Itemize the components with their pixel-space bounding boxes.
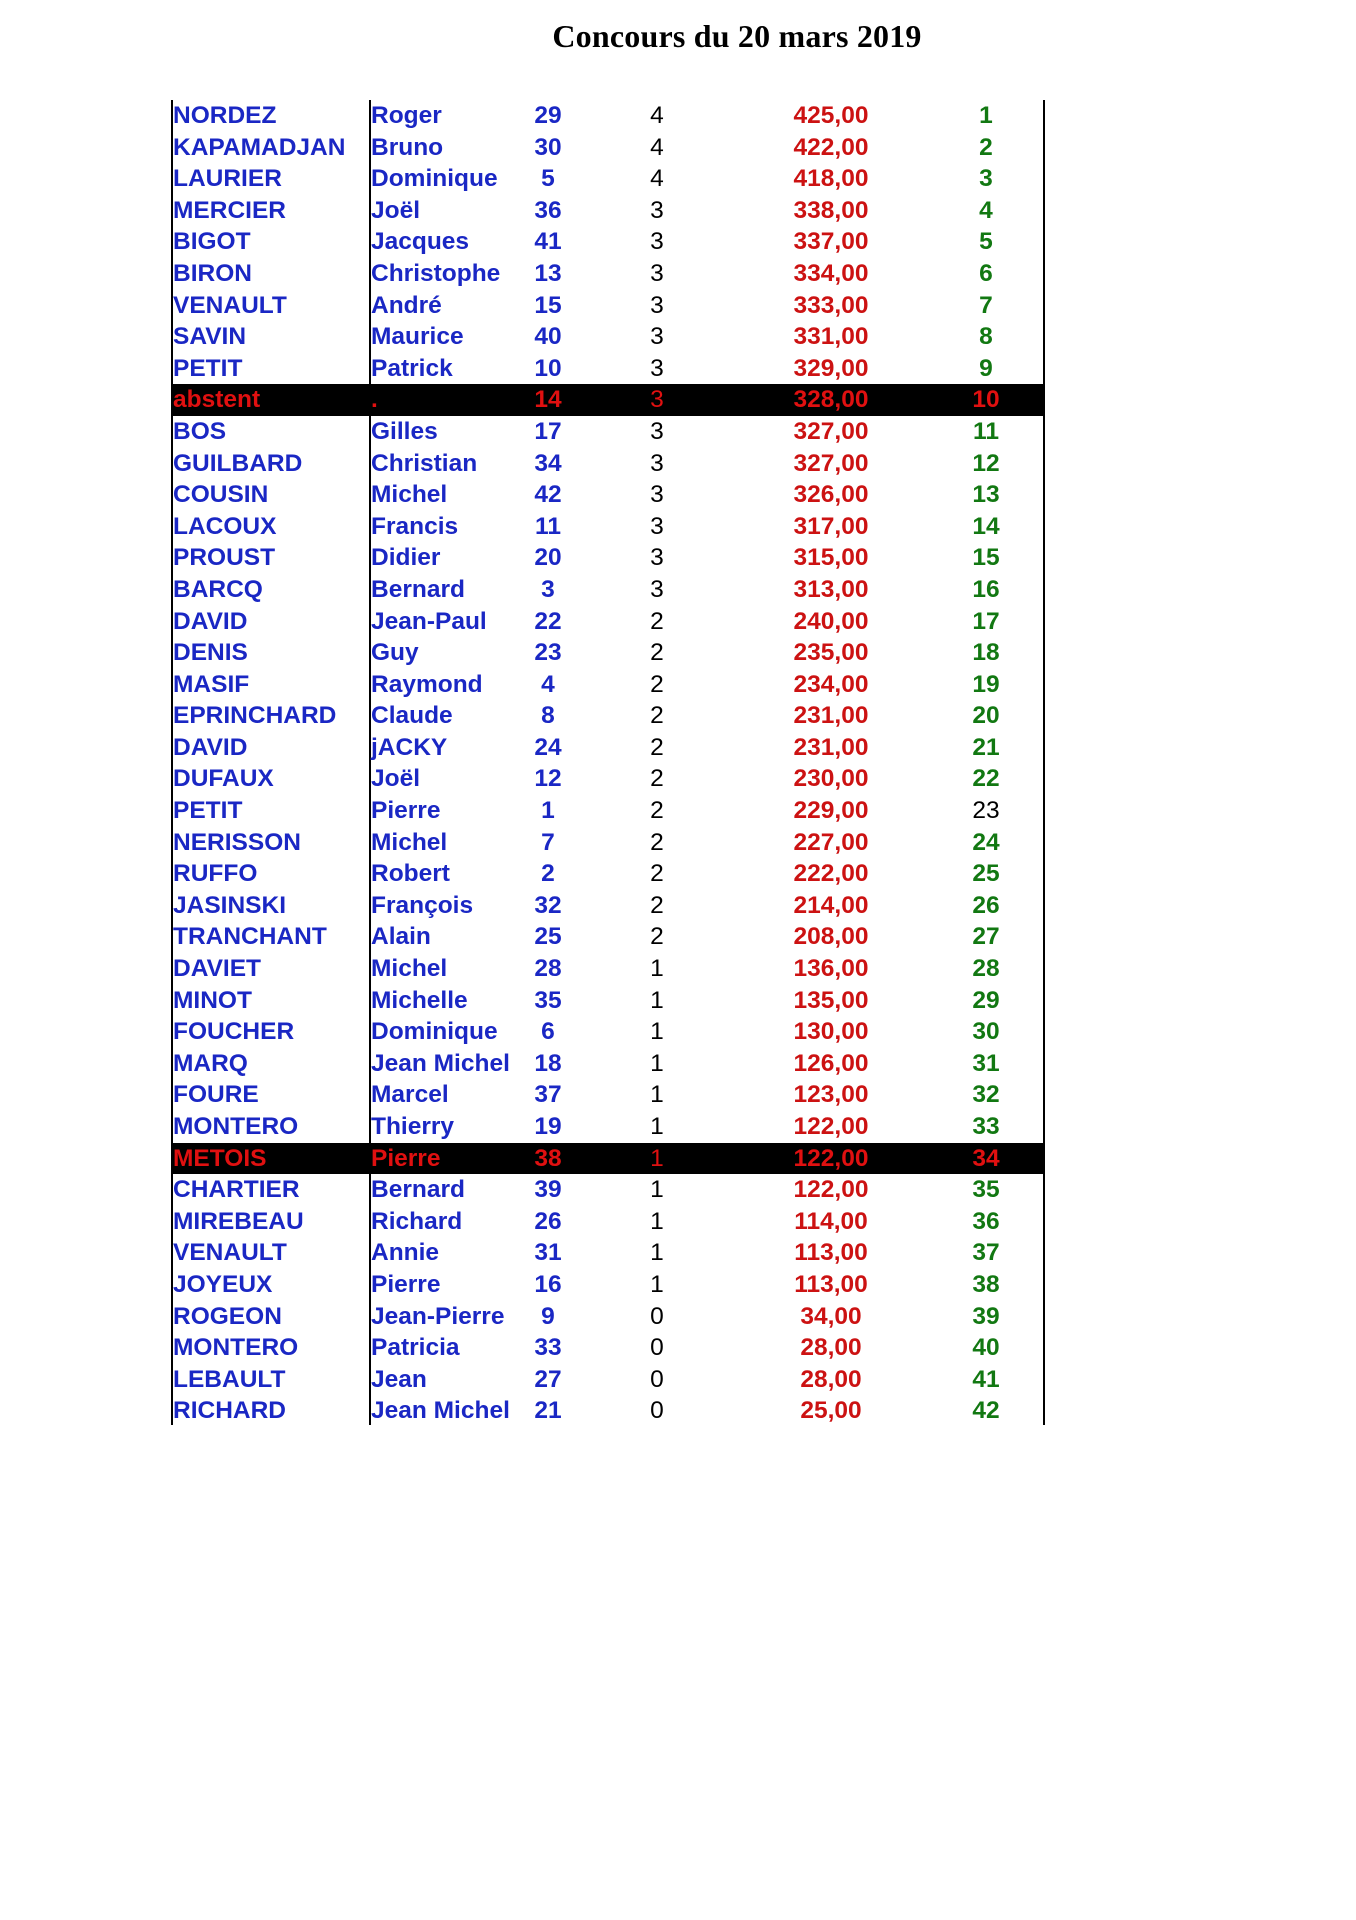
- table-row: [171, 795, 1045, 827]
- player-points: 122,00: [793, 1144, 869, 1172]
- player-points: 337,00: [793, 228, 869, 256]
- player-last-name: BOS: [173, 417, 227, 445]
- player-number: 18: [534, 1049, 562, 1077]
- player-last-name: LACOUX: [173, 512, 277, 540]
- player-rank: 16: [972, 575, 1000, 603]
- player-number: 34: [534, 449, 562, 477]
- player-first-name: Dominique: [371, 1018, 498, 1046]
- player-last-name: BIRON: [173, 259, 252, 287]
- player-points: 214,00: [793, 891, 869, 919]
- player-number: 32: [534, 891, 562, 919]
- player-last-name: DUFAUX: [173, 765, 274, 793]
- games-won: 1: [650, 1018, 664, 1046]
- player-rank: 17: [972, 607, 1000, 635]
- player-rank: 37: [972, 1239, 1000, 1267]
- player-points: 123,00: [793, 1081, 869, 1109]
- player-first-name: jACKY: [371, 733, 448, 761]
- table-row: [171, 132, 1045, 164]
- games-won: 3: [650, 512, 664, 540]
- table-row: [171, 1395, 1045, 1427]
- table-row: [171, 732, 1045, 764]
- player-rank: 6: [979, 259, 993, 287]
- player-rank: 40: [972, 1334, 1000, 1362]
- player-last-name: BIGOT: [173, 228, 251, 256]
- player-first-name: Jean-Pierre: [371, 1302, 505, 1330]
- player-first-name: Pierre: [371, 1270, 441, 1298]
- player-first-name: Jean Michel: [371, 1049, 510, 1077]
- player-points: 28,00: [800, 1334, 862, 1362]
- player-number: 17: [534, 417, 562, 445]
- games-won: 2: [650, 733, 664, 761]
- player-points: 327,00: [793, 449, 869, 477]
- games-won: 3: [650, 417, 664, 445]
- table-row: [171, 1174, 1045, 1206]
- player-first-name: Christian: [371, 449, 478, 477]
- player-number: 10: [534, 354, 562, 382]
- player-first-name: Michel: [371, 828, 448, 856]
- player-number: 27: [534, 1365, 562, 1393]
- player-number: 26: [534, 1207, 562, 1235]
- table-row: [171, 606, 1045, 638]
- games-won: 3: [650, 449, 664, 477]
- player-last-name: VENAULT: [173, 291, 287, 319]
- player-points: 122,00: [793, 1113, 869, 1140]
- player-points: 122,00: [793, 1176, 869, 1204]
- player-points: 234,00: [793, 670, 869, 698]
- player-number: 38: [534, 1144, 562, 1172]
- player-first-name: Roger: [371, 102, 442, 129]
- table-row: [171, 1269, 1045, 1301]
- games-won: 2: [650, 670, 664, 698]
- table-row: [171, 416, 1045, 448]
- player-rank: 12: [972, 449, 1000, 477]
- player-points: 333,00: [793, 291, 869, 319]
- player-last-name: DAVIET: [173, 955, 262, 983]
- player-first-name: Pierre: [371, 1144, 441, 1172]
- player-first-name: Francis: [371, 512, 459, 540]
- player-last-name: VENAULT: [173, 1239, 287, 1267]
- player-number: 3: [541, 575, 555, 603]
- player-first-name: Jean: [371, 1365, 427, 1393]
- player-first-name: Marcel: [371, 1081, 449, 1109]
- player-first-name: Christophe: [371, 259, 501, 287]
- table-row: [171, 890, 1045, 922]
- player-points: 126,00: [793, 1049, 869, 1077]
- games-won: 2: [650, 860, 664, 888]
- table-row: [171, 574, 1045, 606]
- player-last-name: RUFFO: [173, 860, 258, 888]
- player-number: 1: [541, 797, 555, 825]
- player-points: 334,00: [793, 259, 869, 287]
- player-first-name: Robert: [371, 860, 450, 888]
- table-row-highlighted: [171, 1143, 1045, 1175]
- player-first-name: Raymond: [371, 670, 483, 698]
- player-rank: 4: [979, 196, 993, 224]
- player-rank: 35: [972, 1176, 1000, 1204]
- player-rank: 7: [979, 291, 993, 319]
- player-last-name: DAVID: [173, 733, 248, 761]
- table-row: [171, 226, 1045, 258]
- player-last-name: MERCIER: [173, 196, 286, 224]
- table-row: [171, 637, 1045, 669]
- player-number: 2: [541, 860, 555, 888]
- player-number: 6: [541, 1018, 555, 1046]
- table-row: [171, 542, 1045, 574]
- player-rank: 5: [979, 228, 993, 256]
- games-won: 1: [650, 1239, 664, 1267]
- games-won: 4: [650, 133, 664, 161]
- games-won: 3: [650, 386, 664, 414]
- player-first-name: Claude: [371, 702, 453, 730]
- player-number: 12: [534, 765, 562, 793]
- results-table: [171, 100, 1045, 1427]
- table-row: [171, 1237, 1045, 1269]
- games-won: 2: [650, 923, 664, 951]
- player-number: 28: [534, 955, 562, 983]
- table-row: [171, 353, 1045, 385]
- player-last-name: abstent: [173, 386, 261, 414]
- player-number: 21: [534, 1397, 562, 1425]
- player-rank: 23: [972, 797, 1000, 825]
- table-row: [171, 321, 1045, 353]
- player-last-name: LEBAULT: [173, 1365, 286, 1393]
- player-last-name: MIREBEAU: [173, 1207, 304, 1235]
- player-last-name: KAPAMADJAN: [173, 133, 346, 161]
- player-rank: 18: [972, 639, 1000, 667]
- player-rank: 14: [972, 512, 1000, 540]
- player-rank: 31: [972, 1049, 1000, 1077]
- player-number: 41: [534, 228, 562, 256]
- player-number: 4: [541, 670, 555, 698]
- player-number: 22: [534, 607, 562, 635]
- player-last-name: EPRINCHARD: [173, 702, 337, 730]
- player-rank: 22: [972, 765, 1000, 793]
- page-title: Concours du 20 mars 2019: [552, 18, 922, 54]
- games-won: 1: [650, 1144, 664, 1172]
- player-first-name: François: [371, 891, 474, 919]
- table-row: [171, 511, 1045, 543]
- player-rank: 1: [979, 102, 993, 129]
- player-rank: 28: [972, 955, 1000, 983]
- player-first-name: Michel: [371, 481, 448, 509]
- player-number: 5: [541, 165, 555, 193]
- player-points: 28,00: [800, 1365, 862, 1393]
- player-first-name: Dominique: [371, 165, 498, 193]
- player-last-name: MONTERO: [173, 1113, 299, 1140]
- table-row: [171, 827, 1045, 859]
- player-points: 135,00: [793, 986, 869, 1014]
- player-last-name: GUILBARD: [173, 449, 303, 477]
- player-first-name: Didier: [371, 544, 441, 572]
- player-rank: 10: [972, 386, 1000, 414]
- player-number: 16: [534, 1270, 562, 1298]
- player-last-name: MINOT: [173, 986, 252, 1014]
- games-won: 2: [650, 797, 664, 825]
- games-won: 2: [650, 639, 664, 667]
- games-won: 3: [650, 228, 664, 256]
- table-row: [171, 448, 1045, 480]
- player-rank: 13: [972, 481, 1000, 509]
- player-first-name: Michelle: [371, 986, 468, 1014]
- player-first-name: Michel: [371, 955, 448, 983]
- player-first-name: Maurice: [371, 323, 464, 351]
- player-rank: 36: [972, 1207, 1000, 1235]
- games-won: 0: [650, 1397, 664, 1425]
- player-last-name: PROUST: [173, 544, 276, 572]
- games-won: 3: [650, 323, 664, 351]
- player-first-name: Jean-Paul: [371, 607, 487, 635]
- player-rank: 25: [972, 860, 1000, 888]
- table-row: [171, 290, 1045, 322]
- table-row: [171, 858, 1045, 890]
- player-number: 9: [541, 1302, 555, 1330]
- table-row: [171, 669, 1045, 701]
- player-points: 231,00: [793, 702, 869, 730]
- games-won: 1: [650, 1176, 664, 1204]
- table-row: [171, 195, 1045, 227]
- player-points: 422,00: [793, 133, 869, 161]
- player-number: 13: [534, 259, 562, 287]
- player-last-name: JOYEUX: [173, 1270, 273, 1298]
- player-last-name: SAVIN: [173, 323, 247, 351]
- games-won: 1: [650, 1207, 664, 1235]
- player-rank: 30: [972, 1018, 1000, 1046]
- player-last-name: PETIT: [173, 797, 243, 825]
- player-rank: 21: [972, 733, 1000, 761]
- player-last-name: NORDEZ: [173, 102, 277, 129]
- player-number: 8: [541, 702, 555, 730]
- player-first-name: Joël: [371, 765, 421, 793]
- player-last-name: CHARTIER: [173, 1176, 300, 1204]
- player-points: 329,00: [793, 354, 869, 382]
- player-rank: 9: [979, 354, 993, 382]
- table-row: [171, 1079, 1045, 1111]
- player-rank: 26: [972, 891, 1000, 919]
- player-points: 227,00: [793, 828, 869, 856]
- player-last-name: MONTERO: [173, 1334, 299, 1362]
- player-points: 231,00: [793, 733, 869, 761]
- games-won: 2: [650, 765, 664, 793]
- player-points: 130,00: [793, 1018, 869, 1046]
- player-first-name: Bernard: [371, 575, 465, 603]
- games-won: 0: [650, 1365, 664, 1393]
- player-number: 19: [534, 1113, 562, 1140]
- player-last-name: MARQ: [173, 1049, 248, 1077]
- player-first-name: Pierre: [371, 797, 441, 825]
- player-first-name: Thierry: [371, 1113, 455, 1140]
- player-rank: 38: [972, 1270, 1000, 1298]
- player-points: 222,00: [793, 860, 869, 888]
- player-last-name: METOIS: [173, 1144, 267, 1172]
- games-won: 0: [650, 1334, 664, 1362]
- player-points: 331,00: [793, 323, 869, 351]
- player-rank: 20: [972, 702, 1000, 730]
- player-points: 114,00: [794, 1207, 868, 1235]
- player-last-name: LAURIER: [173, 165, 282, 193]
- player-rank: 32: [972, 1081, 1000, 1109]
- player-number: 36: [534, 196, 562, 224]
- player-number: 39: [534, 1176, 562, 1204]
- player-first-name: Richard: [371, 1207, 463, 1235]
- player-points: 229,00: [793, 797, 869, 825]
- player-points: 113,00: [794, 1270, 868, 1298]
- player-last-name: PETIT: [173, 354, 243, 382]
- player-last-name: BARCQ: [173, 575, 263, 603]
- table-row: [171, 1016, 1045, 1048]
- player-number: 40: [534, 323, 562, 351]
- games-won: 1: [650, 1113, 664, 1140]
- player-first-name: Patricia: [371, 1334, 460, 1362]
- games-won: 3: [650, 354, 664, 382]
- player-rank: 15: [972, 544, 1000, 572]
- table-row: [171, 258, 1045, 290]
- table-row: [171, 479, 1045, 511]
- player-first-name: Jean Michel: [371, 1397, 510, 1425]
- games-won: 3: [650, 544, 664, 572]
- games-won: 4: [650, 102, 664, 129]
- player-last-name: JASINSKI: [173, 891, 287, 919]
- player-number: 31: [534, 1239, 562, 1267]
- player-number: 37: [534, 1081, 562, 1109]
- games-won: 2: [650, 891, 664, 919]
- player-rank: 41: [972, 1365, 1000, 1393]
- player-first-name: Joël: [371, 196, 421, 224]
- player-number: 24: [534, 733, 562, 761]
- player-points: 230,00: [793, 765, 869, 793]
- games-won: 2: [650, 607, 664, 635]
- games-won: 1: [650, 1081, 664, 1109]
- player-points: 315,00: [793, 544, 869, 572]
- player-points: 34,00: [800, 1302, 862, 1330]
- games-won: 2: [650, 828, 664, 856]
- player-number: 33: [534, 1334, 562, 1362]
- player-number: 15: [534, 291, 562, 319]
- player-rank: 11: [973, 417, 999, 445]
- player-points: 136,00: [793, 955, 869, 983]
- player-first-name: Patrick: [371, 354, 453, 382]
- table-row: [171, 1206, 1045, 1238]
- player-first-name: Guy: [371, 639, 419, 667]
- games-won: 3: [650, 575, 664, 603]
- player-points: 113,00: [794, 1239, 868, 1267]
- table-row: [171, 985, 1045, 1017]
- player-rank: 34: [972, 1144, 1000, 1172]
- table-row: [171, 921, 1045, 953]
- games-won: 3: [650, 259, 664, 287]
- games-won: 1: [650, 986, 664, 1014]
- player-points: 208,00: [793, 923, 869, 951]
- player-number: 30: [534, 133, 562, 161]
- player-points: 240,00: [793, 607, 869, 635]
- player-last-name: ROGEON: [173, 1302, 282, 1330]
- player-last-name: FOURE: [173, 1081, 259, 1109]
- player-first-name: Jacques: [371, 228, 470, 256]
- games-won: 4: [650, 165, 664, 193]
- player-first-name: .: [371, 386, 378, 414]
- player-points: 327,00: [793, 417, 869, 445]
- table-row-highlighted: [171, 384, 1045, 416]
- player-points: 418,00: [793, 165, 869, 193]
- player-last-name: MASIF: [173, 670, 250, 698]
- player-number: 7: [541, 828, 555, 856]
- player-last-name: COUSIN: [173, 481, 269, 509]
- player-last-name: TRANCHANT: [173, 923, 327, 951]
- player-rank: 8: [979, 323, 993, 351]
- player-number: 11: [535, 512, 561, 540]
- games-won: 1: [650, 1049, 664, 1077]
- player-points: 338,00: [793, 196, 869, 224]
- player-last-name: DAVID: [173, 607, 248, 635]
- results-rows: [171, 100, 1045, 1427]
- player-last-name: NERISSON: [173, 828, 301, 856]
- player-number: 14: [534, 386, 562, 414]
- player-first-name: Alain: [371, 923, 431, 951]
- games-won: 1: [650, 1270, 664, 1298]
- table-row: [171, 1301, 1045, 1333]
- player-rank: 24: [972, 828, 1000, 856]
- player-points: 326,00: [793, 481, 869, 509]
- games-won: 1: [650, 955, 664, 983]
- player-number: 35: [534, 986, 562, 1014]
- player-rank: 27: [972, 923, 1000, 951]
- player-first-name: Bruno: [371, 133, 444, 161]
- games-won: 3: [650, 481, 664, 509]
- games-won: 2: [650, 702, 664, 730]
- table-row: [171, 700, 1045, 732]
- player-rank: 39: [972, 1302, 1000, 1330]
- player-number: 23: [534, 639, 562, 667]
- player-first-name: Annie: [371, 1239, 440, 1267]
- player-rank: 42: [972, 1397, 1000, 1425]
- player-points: 235,00: [793, 639, 869, 667]
- table-row: [171, 1364, 1045, 1396]
- player-number: 20: [534, 544, 562, 572]
- table-row: [171, 1111, 1045, 1143]
- player-points: 328,00: [793, 386, 869, 414]
- player-last-name: FOUCHER: [173, 1018, 295, 1046]
- player-number: 42: [534, 481, 562, 509]
- player-points: 313,00: [793, 575, 869, 603]
- player-rank: 33: [972, 1113, 1000, 1140]
- player-rank: 19: [972, 670, 1000, 698]
- table-row: [171, 1048, 1045, 1080]
- player-first-name: Gilles: [371, 417, 438, 445]
- table-row: [171, 100, 1045, 132]
- player-number: 29: [534, 102, 562, 129]
- player-rank: 29: [972, 986, 1000, 1014]
- player-last-name: DENIS: [173, 639, 248, 667]
- player-first-name: Bernard: [371, 1176, 465, 1204]
- player-points: 425,00: [793, 102, 869, 129]
- player-points: 317,00: [793, 512, 869, 540]
- games-won: 0: [650, 1302, 664, 1330]
- player-first-name: André: [371, 291, 442, 319]
- player-number: 25: [534, 923, 562, 951]
- table-row: [171, 763, 1045, 795]
- table-row: [171, 1332, 1045, 1364]
- table-row: [171, 163, 1045, 195]
- games-won: 3: [650, 196, 664, 224]
- player-last-name: RICHARD: [173, 1397, 286, 1425]
- table-row: [171, 953, 1045, 985]
- player-rank: 2: [979, 133, 993, 161]
- games-won: 3: [650, 291, 664, 319]
- player-rank: 3: [979, 165, 993, 193]
- player-points: 25,00: [800, 1397, 862, 1425]
